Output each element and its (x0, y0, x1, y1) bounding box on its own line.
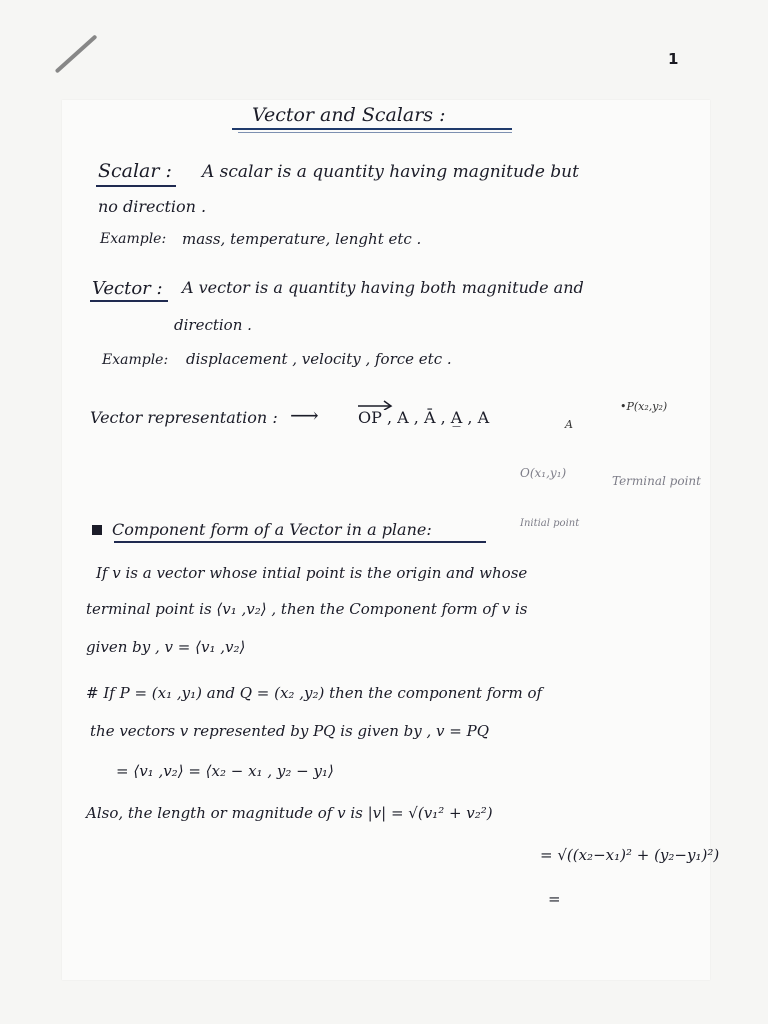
scalar-example-label: Example: (100, 231, 167, 247)
vector-label: Vector : (92, 278, 163, 299)
diagram-initial-note: Initial point (520, 518, 580, 529)
page-title: Vector and Scalars : (252, 104, 446, 126)
vector-example-text: displacement , velocity , force etc . (186, 350, 452, 368)
vector-definition-line1: A vector is a quantity having both magnitude and (182, 278, 584, 297)
diagram-terminal-note: Terminal point (612, 474, 701, 488)
representation-label: Vector representation : (90, 408, 278, 427)
title-underline-secondary (238, 132, 512, 133)
component-line6: = ⟨v₁ ,v₂⟩ = ⟨x₂ − x₁ , y₂ − y₁⟩ (116, 762, 334, 780)
representation-forms: OP , A , Ā , A̲ , A (358, 408, 490, 427)
component-line7: Also, the length or magnitude of v is |v| = √(v₁² + v₂²) (86, 804, 493, 822)
section-bullet-icon (92, 525, 102, 535)
component-heading: Component form of a Vector in a plane: (112, 520, 432, 539)
component-line4: # If P = (x₁ ,y₁) and Q = (x₂ ,y₂) then the component form of (86, 684, 543, 702)
diagram-vector-a: A (565, 418, 573, 431)
scalar-definition-line1: A scalar is a quantity having magnitude but (202, 162, 579, 182)
page-number: 1 (668, 50, 679, 68)
component-line5: the vectors v represented by PQ is given by , v = PQ (90, 722, 490, 740)
component-line1: If v is a vector whose intial point is the origin and whose (96, 564, 528, 582)
vector-label-underline (90, 300, 168, 302)
pen-mark (55, 34, 98, 73)
scalar-example-text: mass, temperature, lenght etc . (182, 230, 422, 248)
component-line2: terminal point is ⟨v₁ ,v₂⟩ , then the Component form of v is (86, 600, 528, 618)
component-heading-underline (114, 541, 486, 543)
scalar-label: Scalar : (98, 160, 172, 182)
component-line3: given by , v = ⟨v₁ ,v₂⟩ (86, 638, 246, 656)
title-underline (232, 128, 512, 130)
scalar-label-underline (96, 185, 176, 187)
vector-definition-line2: direction . (174, 316, 252, 334)
component-line9: = (548, 890, 561, 908)
overline-arrow-icon (356, 398, 396, 410)
scalar-definition-line2: no direction . (98, 197, 207, 216)
diagram-point-p: •P(x₂,y₂) (620, 400, 668, 413)
representation-arrow: ⟶ (290, 403, 319, 427)
component-line8: = √((x₂−x₁)² + (y₂−y₁)²) (540, 846, 720, 864)
diagram-point-o: O(x₁,y₁) (520, 466, 567, 480)
vector-example-label: Example: (102, 352, 169, 368)
